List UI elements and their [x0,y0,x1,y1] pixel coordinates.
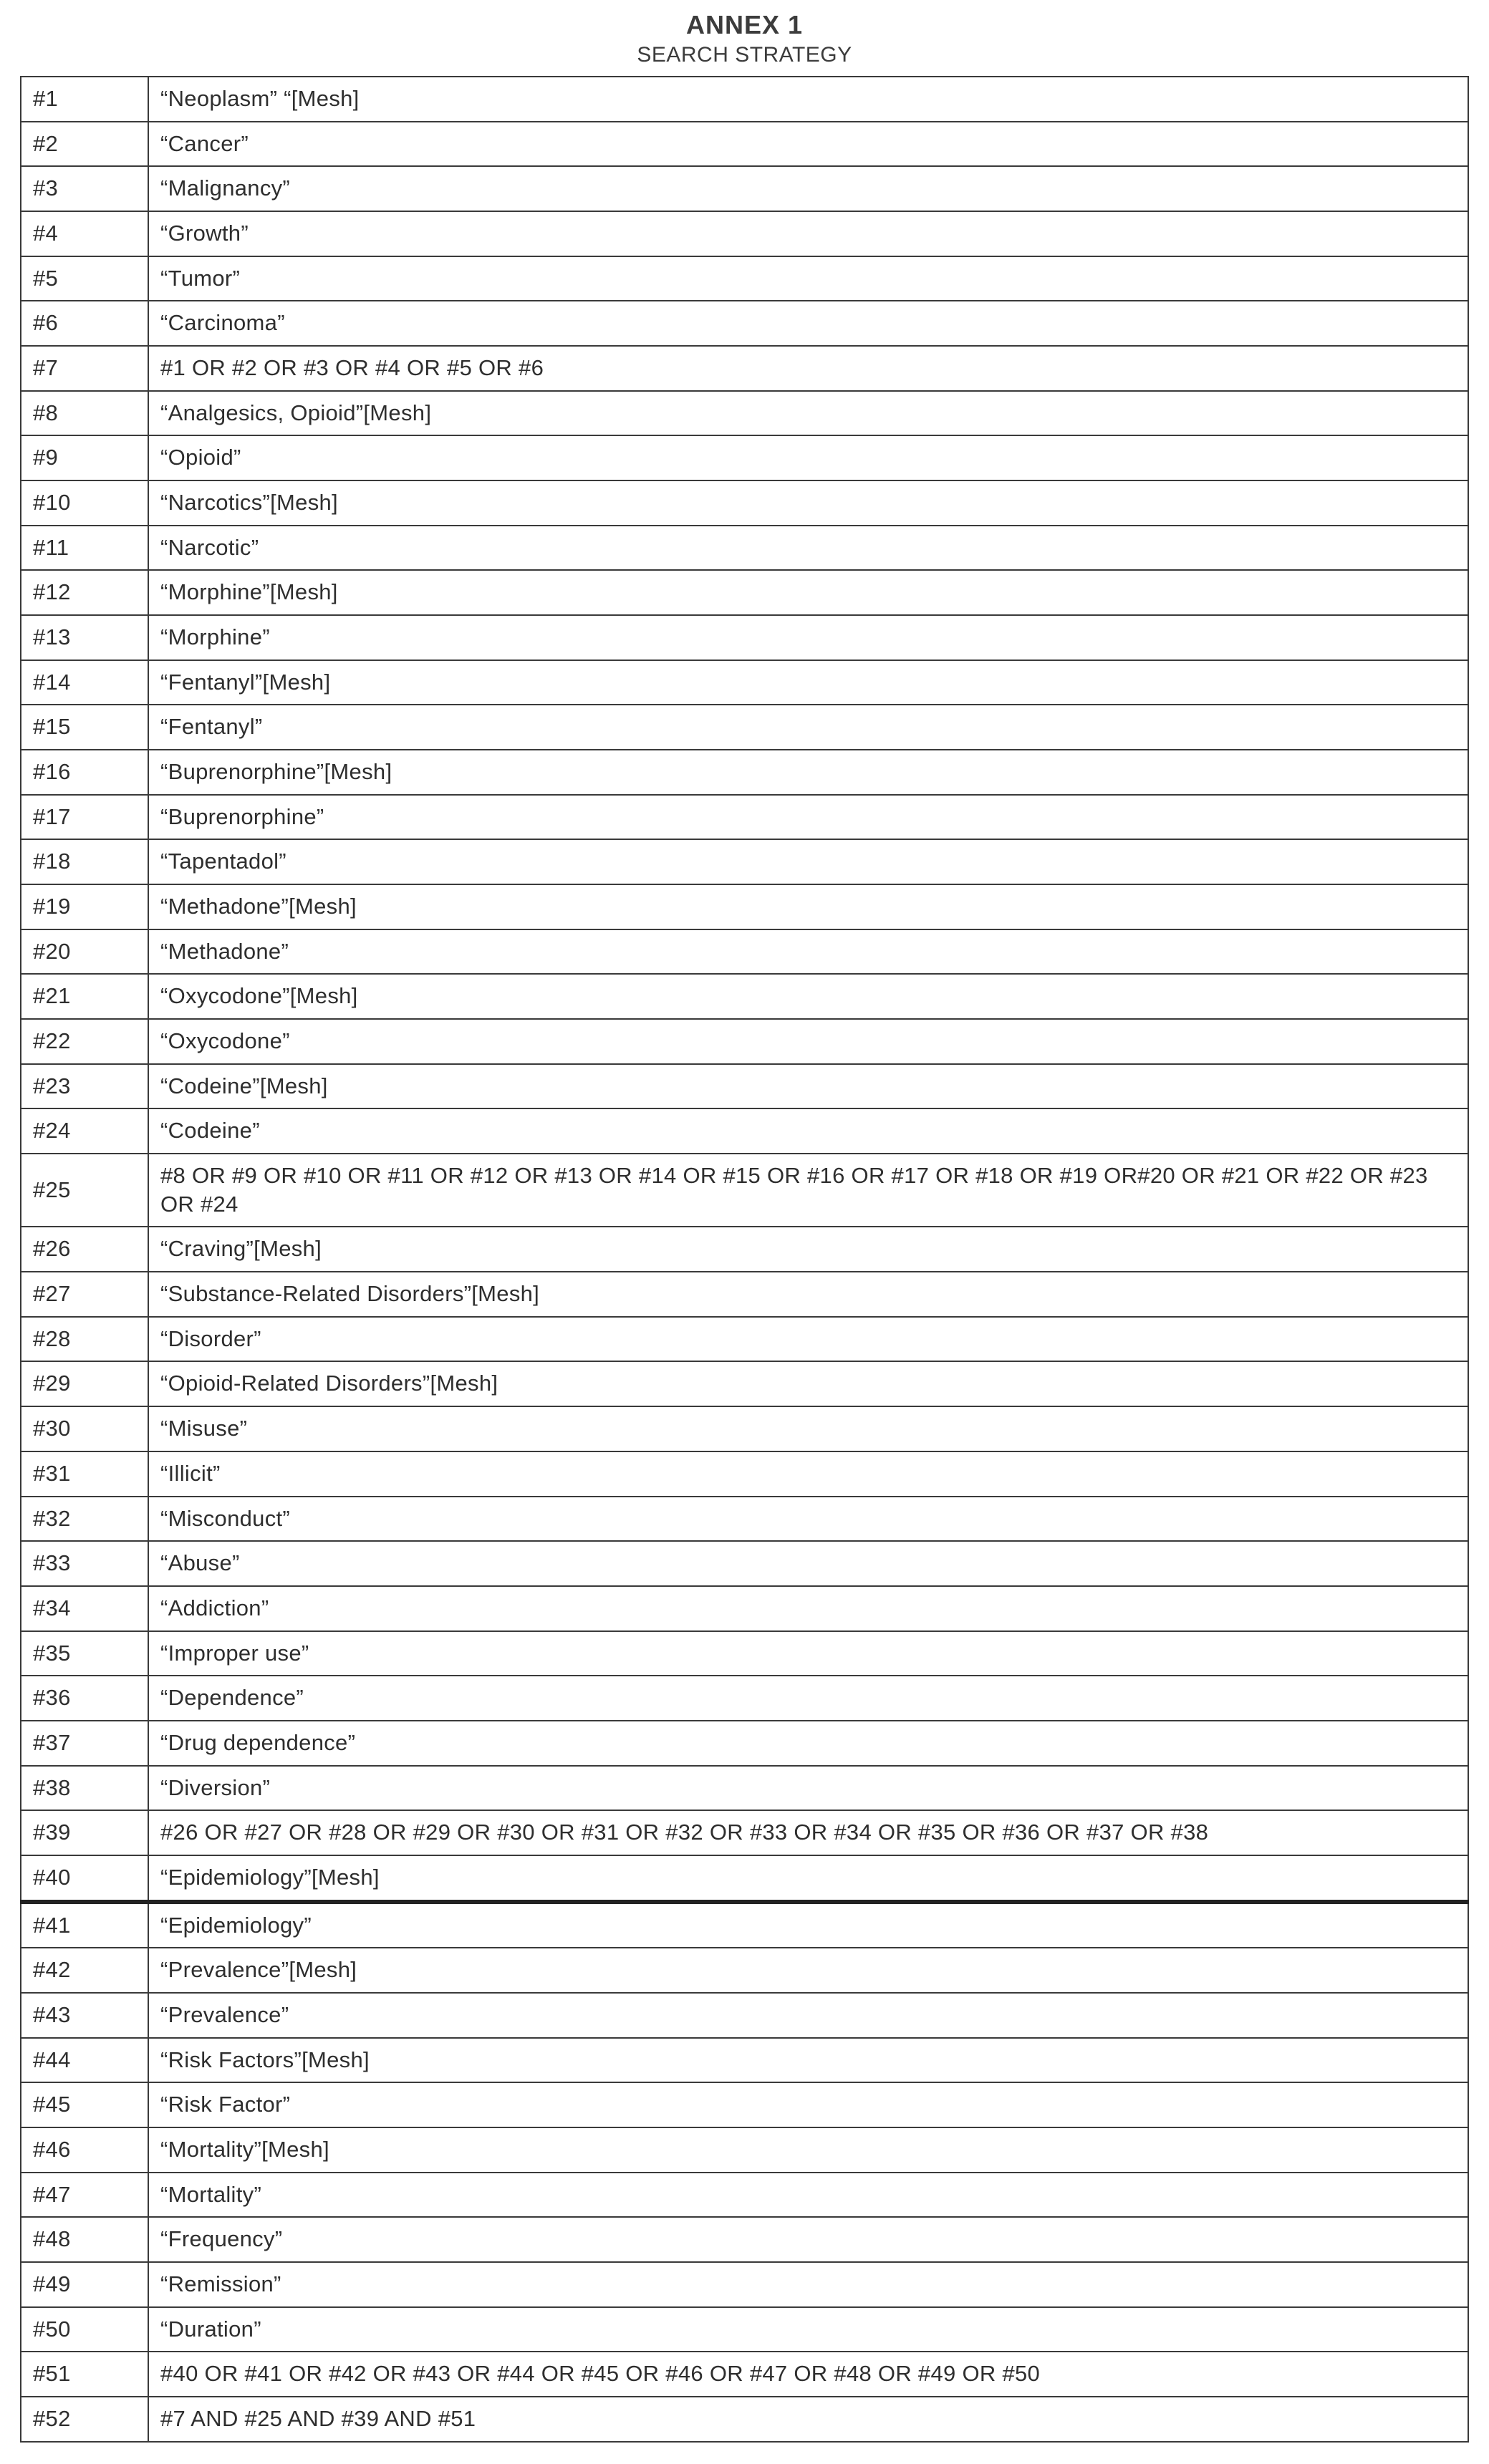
row-id-cell [21,1451,148,1497]
row-query-cell [148,1948,1468,1993]
row-query-cell [148,660,1468,705]
row-query-cell [148,2173,1468,2218]
annex-title: ANNEX 1 [685,10,804,39]
row-query-cell [148,1766,1468,1811]
row-id: #11 [33,534,69,560]
row-id-cell [21,391,148,436]
row-id: #31 [33,1460,71,1486]
row-id-cell [21,974,148,1019]
table-row [21,1948,1468,1993]
row-id: #18 [33,849,71,874]
row-query-cell [148,1676,1468,1721]
row-query-cell [148,2217,1468,2262]
row-id-cell [21,1855,148,1902]
table-row [21,122,1468,167]
row-query: “Malignancy” [160,175,291,201]
table-row [21,166,1468,211]
row-query: “Codeine” [160,1118,260,1144]
row-id-cell [21,2307,148,2352]
row-id: #52 [33,2405,71,2431]
row-id-cell [21,1406,148,1451]
table-row [21,1451,1468,1497]
row-query-cell [148,2307,1468,2352]
row-id: #3 [33,175,59,201]
row-id-cell [21,1993,148,2038]
table-row [21,2127,1468,2173]
row-id-cell [21,1019,148,1064]
row-query-cell [148,1451,1468,1497]
table-row [21,1810,1468,1855]
row-id-cell [21,1497,148,1542]
table-row [21,2352,1468,2397]
table-row [21,1497,1468,1542]
row-query: “Narcotics”[Mesh] [160,490,338,516]
table-row [21,1721,1468,1766]
row-id: #26 [33,1236,71,1262]
table-row [21,77,1468,122]
row-query-cell [148,1108,1468,1154]
table-row [21,660,1468,705]
row-query-cell [148,211,1468,256]
row-query: “Methadone”[Mesh] [160,894,357,919]
row-query: “Opioid” [160,445,241,470]
row-id-cell [21,1064,148,1109]
row-id: #38 [33,1774,71,1800]
row-id-cell [21,1227,148,1272]
row-query: “Risk Factor” [160,2092,291,2117]
row-id: #28 [33,1325,71,1351]
row-id: #23 [33,1073,71,1098]
table-row [21,1855,1468,1902]
row-query: “Fentanyl”[Mesh] [160,669,331,695]
table-row [21,1227,1468,1272]
table-row [21,391,1468,436]
table-row [21,301,1468,346]
row-id-cell [21,839,148,884]
table-row [21,615,1468,660]
row-id-cell [21,2217,148,2262]
row-query-cell [148,1497,1468,1542]
row-query-cell [148,1272,1468,1317]
row-id-cell [21,1317,148,1362]
row-id-cell [21,2038,148,2083]
row-query-cell [148,1019,1468,1064]
row-query: “Disorder” [160,1325,261,1351]
row-query-cell [148,1631,1468,1676]
table-row [21,1541,1468,1586]
row-query: #8 OR #9 OR #10 OR #11 OR #12 OR #13 OR #14 OR #15 OR #16 OR #17 OR #18 OR #19 OR#20 OR #21 OR #22 OR #23 OR #24 [160,1163,1428,1217]
table-row [21,1272,1468,1317]
row-query-cell [148,1361,1468,1406]
table-row [21,750,1468,795]
row-query-cell [148,1810,1468,1855]
row-id: #47 [33,2181,71,2207]
row-id: #6 [33,310,59,336]
search-table-body [21,77,1468,2442]
table-row [21,2307,1468,2352]
row-id: #33 [33,1550,71,1576]
row-query: #40 OR #41 OR #42 OR #43 OR #44 OR #45 OR #46 OR #47 OR #48 OR #49 OR #50 [160,2361,1041,2387]
row-query-cell [148,1317,1468,1362]
row-query-cell [148,77,1468,122]
table-row [21,1631,1468,1676]
row-id: #34 [33,1595,71,1620]
row-query-cell [148,1993,1468,2038]
row-id-cell [21,705,148,750]
row-id-cell [21,435,148,480]
row-query-cell [148,1855,1468,1902]
row-id-cell [21,256,148,301]
row-id-cell [21,1108,148,1154]
table-row [21,2038,1468,2083]
row-query-cell [148,435,1468,480]
row-query: “Neoplasm” “[Mesh] [160,86,360,111]
row-id: #4 [33,221,59,246]
row-id: #12 [33,579,71,605]
row-id-cell [21,1154,148,1227]
table-row [21,1993,1468,2038]
table-row [21,839,1468,884]
row-query: “Mortality”[Mesh] [160,2136,329,2162]
row-id-cell [21,1721,148,1766]
table-row [21,1406,1468,1451]
row-id: #22 [33,1028,71,1054]
row-id: #20 [33,938,71,964]
row-id-cell [21,1272,148,1317]
row-query: “Frequency” [160,2226,283,2252]
row-query-cell [148,750,1468,795]
table-row [21,884,1468,929]
row-id-cell [21,2127,148,2173]
row-query-cell [148,884,1468,929]
row-id-cell [21,2173,148,2218]
row-id-cell [21,301,148,346]
row-query: #7 AND #25 AND #39 AND #51 [160,2405,476,2431]
row-query-cell [148,615,1468,660]
table-row [21,1317,1468,1362]
table-row [21,2217,1468,2262]
row-id-cell [21,795,148,840]
row-query: “Opioid-Related Disorders”[Mesh] [160,1371,498,1396]
row-query: “Risk Factors”[Mesh] [160,2047,370,2072]
row-id-cell [21,929,148,975]
table-row [21,256,1468,301]
row-id: #43 [33,2001,71,2027]
row-id: #39 [33,1820,71,1845]
row-id-cell [21,1361,148,1406]
row-id: #7 [33,355,59,381]
row-id-cell [21,750,148,795]
table-row [21,705,1468,750]
table-row [21,435,1468,480]
row-id-cell [21,1810,148,1855]
row-id: #9 [33,445,59,470]
row-query: “Morphine”[Mesh] [160,579,338,605]
title-block [20,10,1469,67]
row-query: “Analgesics, Opioid”[Mesh] [160,400,432,425]
row-query-cell [148,2082,1468,2127]
row-id: #17 [33,803,71,829]
row-query-cell [148,1541,1468,1586]
row-query: “Improper use” [160,1640,309,1666]
row-query: “Methadone” [160,938,289,964]
row-query: “Morphine” [160,624,270,650]
row-id: #37 [33,1729,71,1755]
row-id: #5 [33,265,59,291]
row-query: “Prevalence”[Mesh] [160,1957,357,1983]
search-strategy-subtitle: SEARCH STRATEGY [637,43,852,67]
table-row [21,211,1468,256]
row-id: #30 [33,1416,71,1441]
table-row [21,1586,1468,1631]
row-query-cell [148,1586,1468,1631]
row-query-cell [148,2262,1468,2307]
row-query-cell [148,705,1468,750]
row-query: “Oxycodone”[Mesh] [160,983,358,1009]
row-query-cell [148,2038,1468,2083]
row-query: “Addiction” [160,1595,269,1620]
row-id-cell [21,2082,148,2127]
row-query: “Buprenorphine”[Mesh] [160,759,392,785]
row-query-cell [148,1064,1468,1109]
row-id: #50 [33,2316,71,2342]
row-id-cell [21,346,148,391]
row-query: “Tapentadol” [160,849,286,874]
row-id: #49 [33,2271,71,2296]
row-query: “Epidemiology”[Mesh] [160,1864,380,1890]
row-query: “Codeine”[Mesh] [160,1073,328,1098]
row-query-cell [148,1406,1468,1451]
table-row [21,1019,1468,1064]
row-id: #27 [33,1281,71,1307]
table-row [21,480,1468,526]
row-query: “Drug dependence” [160,1729,356,1755]
row-query-cell [148,2352,1468,2397]
row-id: #2 [33,130,59,156]
row-query: “Craving”[Mesh] [160,1236,322,1262]
table-row [21,2262,1468,2307]
row-query-cell [148,301,1468,346]
row-query-cell [148,839,1468,884]
row-query-cell [148,2127,1468,2173]
row-query-cell [148,122,1468,167]
row-query: “Misuse” [160,1416,248,1441]
row-query-cell [148,526,1468,571]
row-id-cell [21,1631,148,1676]
row-id: #32 [33,1505,71,1531]
table-row [21,1064,1468,1109]
row-query-cell [148,256,1468,301]
row-id: #1 [33,86,59,111]
row-query: “Abuse” [160,1550,240,1576]
row-query: #1 OR #2 OR #3 OR #4 OR #5 OR #6 [160,355,544,381]
row-query: “Tumor” [160,265,241,291]
row-id: #42 [33,1957,71,1983]
row-query: “Illicit” [160,1460,221,1486]
table-row [21,2082,1468,2127]
row-id: #13 [33,624,71,650]
row-query: “Oxycodone” [160,1028,290,1054]
row-id: #21 [33,983,71,1009]
row-id-cell [21,2352,148,2397]
row-query: “Duration” [160,2316,261,2342]
row-id-cell [21,122,148,167]
row-id: #16 [33,759,71,785]
row-query: “Diversion” [160,1774,271,1800]
row-id: #35 [33,1640,71,1666]
row-query-cell [148,1154,1468,1227]
row-id: #29 [33,1371,71,1396]
row-query-cell [148,795,1468,840]
row-id: #10 [33,490,71,516]
row-query-cell [148,480,1468,526]
row-query-cell [148,391,1468,436]
row-id-cell [21,211,148,256]
row-id: #48 [33,2226,71,2252]
row-query: “Dependence” [160,1685,304,1711]
row-id-cell [21,166,148,211]
row-id: #46 [33,2136,71,2162]
row-query: “Narcotic” [160,534,259,560]
row-query-cell [148,570,1468,615]
row-id: #24 [33,1118,71,1144]
row-query-cell [148,1721,1468,1766]
row-query-cell [148,166,1468,211]
row-id-cell [21,1948,148,1993]
row-id-cell [21,660,148,705]
row-id-cell [21,526,148,571]
row-id: #36 [33,1685,71,1711]
table-row [21,974,1468,1019]
row-query: “Substance-Related Disorders”[Mesh] [160,1281,540,1307]
row-id-cell [21,1676,148,1721]
row-id-cell [21,615,148,660]
row-id: #45 [33,2092,71,2117]
search-strategy-table [20,76,1469,2443]
row-id-cell [21,884,148,929]
row-query-cell [148,1227,1468,1272]
row-id: #51 [33,2361,71,2387]
row-query: “Epidemiology” [160,1912,312,1938]
row-query: “Prevalence” [160,2001,289,2027]
table-row [21,795,1468,840]
table-row [21,1361,1468,1406]
row-id: #8 [33,400,59,425]
row-query: #26 OR #27 OR #28 OR #29 OR #30 OR #31 OR #32 OR #33 OR #34 OR #35 OR #36 OR #37 OR #38 [160,1820,1209,1845]
row-id-cell [21,77,148,122]
row-query: “Cancer” [160,130,249,156]
row-query: “Growth” [160,221,249,246]
table-row [21,1676,1468,1721]
row-query: “Fentanyl” [160,714,263,740]
row-id-cell [21,2262,148,2307]
row-id: #15 [33,714,71,740]
row-query-cell [148,974,1468,1019]
table-row [21,1766,1468,1811]
row-id: #14 [33,669,71,695]
row-id: #44 [33,2047,71,2072]
row-id: #41 [33,1912,71,1938]
row-id-cell [21,2397,148,2442]
table-row [21,1154,1468,1227]
row-id-cell [21,1541,148,1586]
table-row [21,570,1468,615]
row-query: “Mortality” [160,2181,262,2207]
table-row [21,526,1468,571]
table-row [21,346,1468,391]
row-id: #25 [33,1177,71,1202]
row-query-cell [148,2397,1468,2442]
row-id-cell [21,1902,148,1948]
row-query-cell [148,929,1468,975]
table-row [21,929,1468,975]
row-query: “Remission” [160,2271,281,2296]
row-query-cell [148,346,1468,391]
table-row [21,2397,1468,2442]
table-row [21,2173,1468,2218]
row-query: “Misconduct” [160,1505,291,1531]
table-row [21,1108,1468,1154]
table-row [21,1902,1468,1948]
row-id-cell [21,570,148,615]
row-id: #19 [33,894,71,919]
row-query-cell [148,1902,1468,1948]
row-id: #40 [33,1864,71,1890]
row-query: “Buprenorphine” [160,803,324,829]
row-query: “Carcinoma” [160,310,285,336]
row-id-cell [21,1766,148,1811]
row-id-cell [21,1586,148,1631]
row-id-cell [21,480,148,526]
